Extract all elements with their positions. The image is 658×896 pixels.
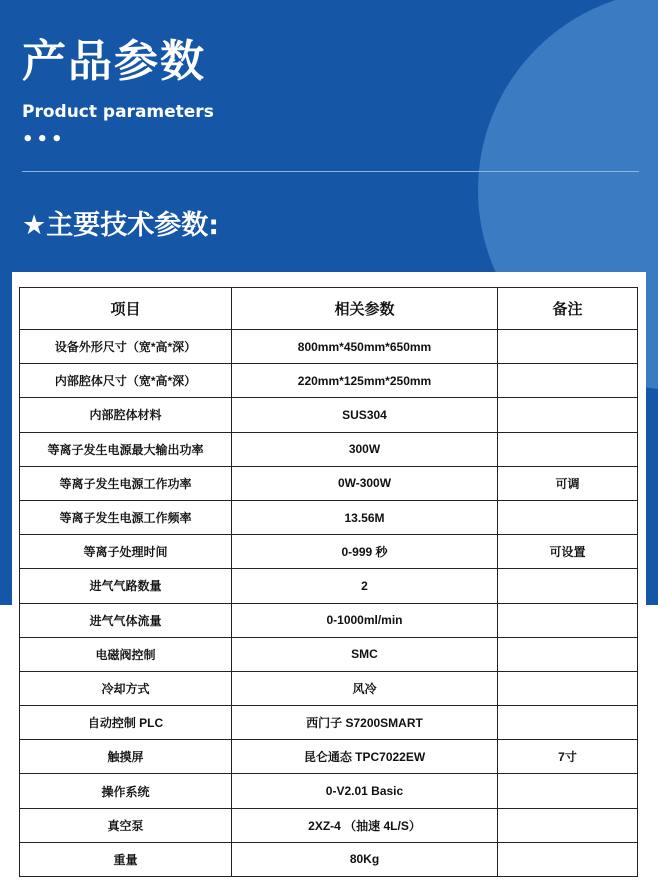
row-value: 0-V2.01 Basic	[232, 774, 498, 808]
row-note: 7寸	[498, 740, 638, 774]
row-note	[498, 637, 638, 671]
table-row	[20, 500, 638, 534]
row-note	[498, 330, 638, 364]
header-note: 备注	[498, 288, 638, 330]
row-value: SUS304	[232, 398, 498, 432]
row-note: 可设置	[498, 535, 638, 569]
row-item: 操作系统	[20, 774, 232, 808]
table-row	[20, 364, 638, 398]
parameters-table	[19, 287, 638, 877]
row-value: 13.56M	[232, 500, 498, 534]
table-row	[20, 432, 638, 466]
row-item: 进气气路数量	[20, 569, 232, 603]
row-value: SMC	[232, 637, 498, 671]
header-divider	[22, 171, 639, 172]
row-value: 昆仑通态 TPC7022EW	[232, 740, 498, 774]
row-note	[498, 398, 638, 432]
row-note	[498, 808, 638, 842]
row-value: 0W-300W	[232, 466, 498, 500]
row-note	[498, 603, 638, 637]
row-value: 风冷	[232, 671, 498, 705]
table-row	[20, 637, 638, 671]
table-row	[20, 671, 638, 705]
row-item: 自动控制 PLC	[20, 706, 232, 740]
row-item: 等离子发生电源工作功率	[20, 466, 232, 500]
row-item: 冷却方式	[20, 671, 232, 705]
table-row	[20, 603, 638, 637]
page-subtitle: Product parameters	[22, 102, 214, 122]
table-row	[20, 774, 638, 808]
table-row	[20, 398, 638, 432]
dots-decoration: •••	[22, 129, 66, 150]
row-value: 0-999 秒	[232, 535, 498, 569]
row-note	[498, 842, 638, 876]
header-value: 相关参数	[232, 288, 498, 330]
row-item: 电磁阀控制	[20, 637, 232, 671]
row-value: 2XZ-4 （抽速 4L/S）	[232, 808, 498, 842]
table-row	[20, 535, 638, 569]
row-value: 800mm*450mm*650mm	[232, 330, 498, 364]
row-note	[498, 774, 638, 808]
row-note: 可调	[498, 466, 638, 500]
row-value: 80Kg	[232, 842, 498, 876]
table-row	[20, 330, 638, 364]
row-item: 设备外形尺寸（宽*高*深）	[20, 330, 232, 364]
table-row	[20, 808, 638, 842]
row-item: 触摸屏	[20, 740, 232, 774]
table-row	[20, 569, 638, 603]
table-row	[20, 740, 638, 774]
row-item: 等离子发生电源工作频率	[20, 500, 232, 534]
row-note	[498, 671, 638, 705]
row-item: 真空泵	[20, 808, 232, 842]
row-item: 内部腔体材料	[20, 398, 232, 432]
row-note	[498, 432, 638, 466]
row-value: 300W	[232, 432, 498, 466]
row-value: 2	[232, 569, 498, 603]
row-note	[498, 364, 638, 398]
table-row	[20, 706, 638, 740]
table-row	[20, 842, 638, 876]
table-header-row	[20, 288, 638, 330]
row-note	[498, 569, 638, 603]
row-item: 内部腔体尺寸（宽*高*深）	[20, 364, 232, 398]
section-heading: ★主要技术参数:	[22, 210, 220, 241]
row-note	[498, 706, 638, 740]
row-item: 重量	[20, 842, 232, 876]
header-item: 项目	[20, 288, 232, 330]
row-value: 0-1000ml/min	[232, 603, 498, 637]
row-item: 进气气体流量	[20, 603, 232, 637]
row-item: 等离子发生电源最大输出功率	[20, 432, 232, 466]
row-value: 220mm*125mm*250mm	[232, 364, 498, 398]
row-note	[498, 500, 638, 534]
page-title: 产品参数	[22, 36, 206, 87]
table-row	[20, 466, 638, 500]
row-item: 等离子处理时间	[20, 535, 232, 569]
row-value: 西门子 S7200SMART	[232, 706, 498, 740]
